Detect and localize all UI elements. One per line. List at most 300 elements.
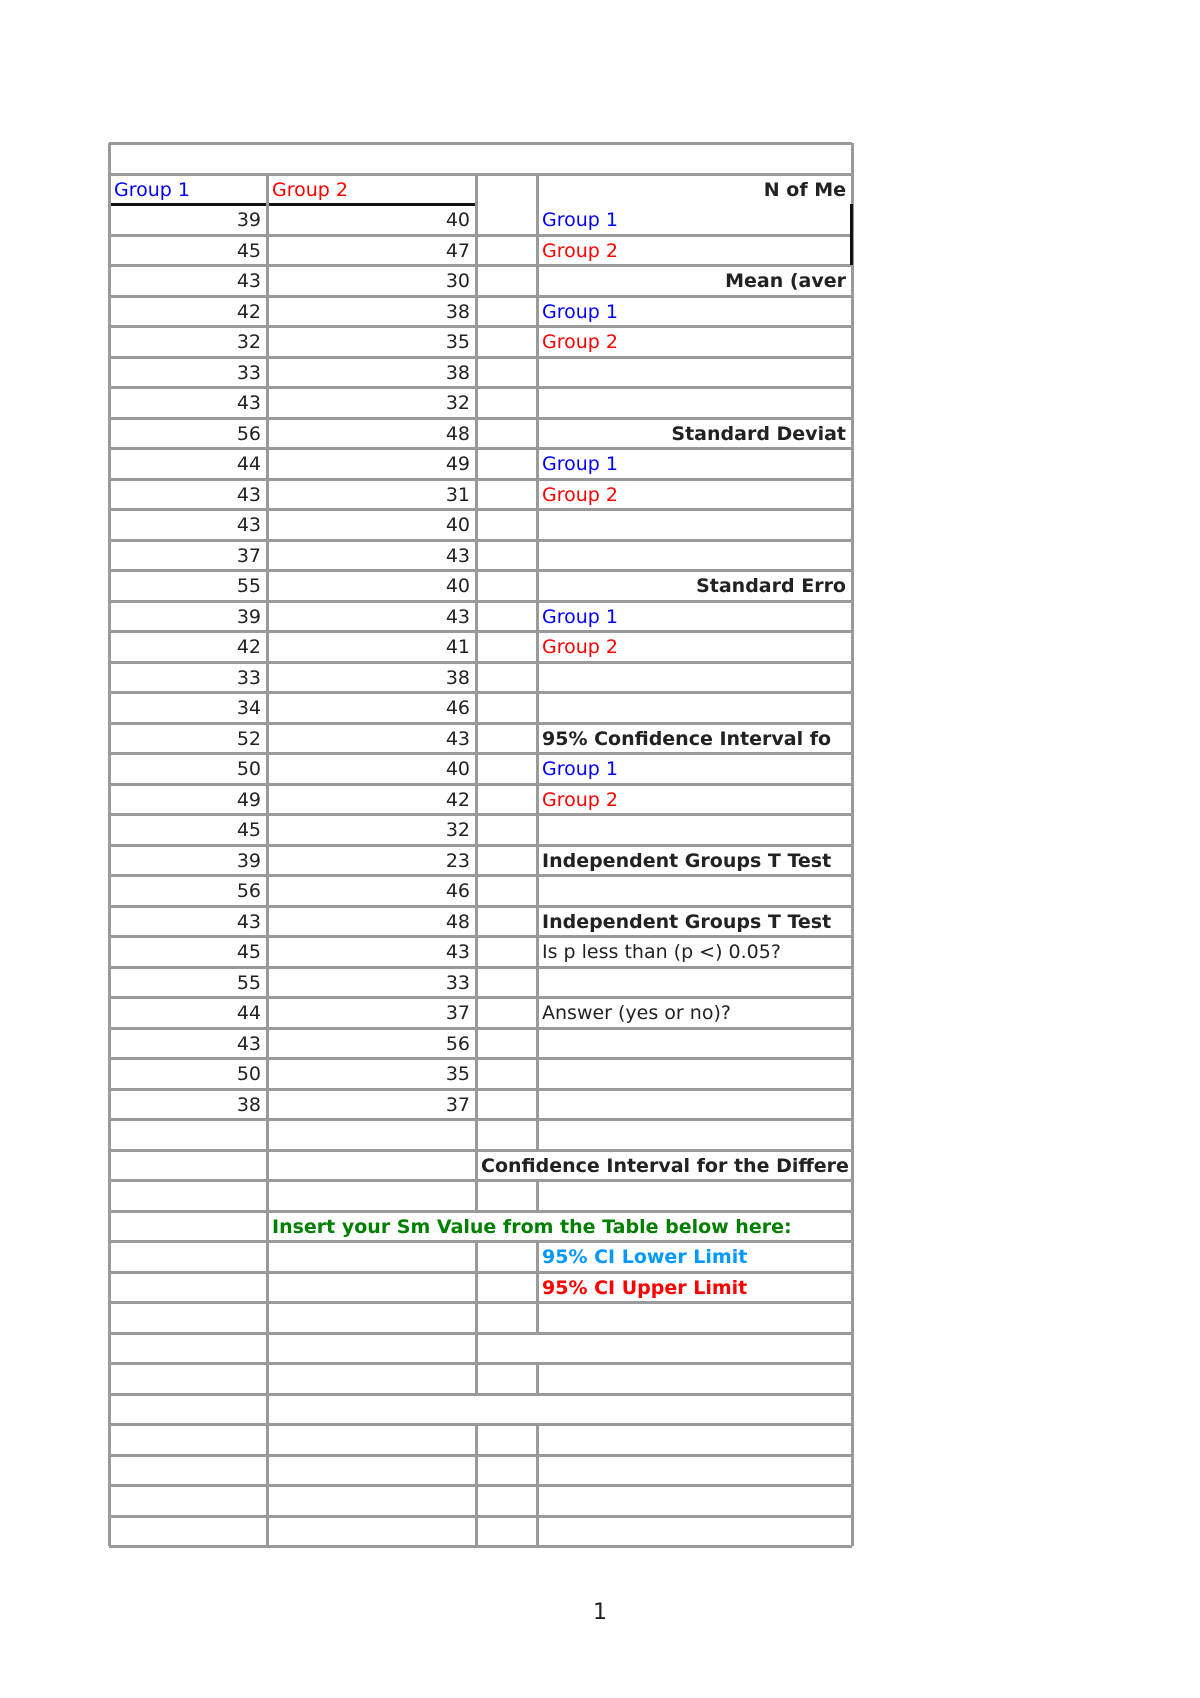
group-2-value[interactable]: 43 bbox=[445, 727, 470, 750]
grid-column-line bbox=[536, 1089, 539, 1120]
grid-column-line bbox=[851, 1241, 854, 1272]
group-2-value[interactable]: 30 bbox=[445, 270, 470, 292]
group-1-value[interactable]: 37 bbox=[236, 544, 261, 567]
grid-column-line bbox=[536, 1028, 539, 1059]
grid-column-line bbox=[851, 1180, 854, 1211]
grid-row-line bbox=[109, 1362, 852, 1365]
grid-column-line bbox=[851, 906, 854, 937]
group-1-value[interactable]: 43 bbox=[236, 483, 261, 506]
grid-column-line bbox=[851, 1272, 854, 1303]
grid-column-line bbox=[475, 570, 478, 601]
grid-column-line bbox=[108, 1485, 111, 1516]
group-1-value[interactable]: 56 bbox=[236, 880, 261, 902]
grid-column-line bbox=[536, 1241, 539, 1272]
grid-column-line bbox=[851, 662, 854, 693]
grid-column-line bbox=[266, 509, 269, 540]
grid-column-line bbox=[475, 1119, 478, 1150]
grid-column-line bbox=[108, 1302, 111, 1333]
grid-column-line bbox=[475, 204, 478, 235]
grid-column-line bbox=[851, 997, 854, 1028]
grid-column-line bbox=[475, 1180, 478, 1211]
grid-column-line bbox=[536, 540, 539, 571]
grid-column-line bbox=[536, 1516, 539, 1547]
grid-column-line bbox=[266, 1272, 269, 1303]
grid-column-line bbox=[108, 997, 111, 1028]
group-2-value[interactable]: 40 bbox=[445, 575, 470, 597]
group-1-value[interactable]: 43 bbox=[236, 1032, 261, 1055]
grid-column-line bbox=[108, 1089, 111, 1120]
group-2-value[interactable]: 33 bbox=[445, 971, 470, 994]
n-group-1-label[interactable]: Group 1 bbox=[542, 209, 618, 231]
grid-column-line bbox=[851, 1150, 854, 1181]
grid-column-line bbox=[266, 1058, 269, 1089]
group-1-value[interactable]: 56 bbox=[236, 422, 261, 445]
group-2-value[interactable]: 43 bbox=[445, 544, 470, 567]
grid-column-line bbox=[266, 1424, 269, 1455]
group-2-value[interactable]: 38 bbox=[445, 361, 470, 384]
group-2-value[interactable]: 40 bbox=[445, 758, 470, 780]
grid-column-line bbox=[266, 265, 269, 296]
grid-column-line bbox=[266, 1333, 269, 1364]
grid-column-line bbox=[851, 784, 854, 815]
grid-column-line bbox=[108, 204, 111, 235]
grid-column-line bbox=[108, 1272, 111, 1303]
grid-column-line bbox=[475, 753, 478, 784]
grid-column-line bbox=[536, 631, 539, 662]
grid-column-line bbox=[266, 1119, 269, 1150]
grid-column-line bbox=[851, 540, 854, 571]
grid-column-line bbox=[475, 1058, 478, 1089]
grid-column-line bbox=[536, 1424, 539, 1455]
grid-column-line bbox=[108, 418, 111, 449]
header-group-1[interactable]: Group 1 bbox=[114, 178, 190, 201]
group-2-value[interactable]: 47 bbox=[445, 239, 470, 262]
grid-column-line bbox=[266, 1089, 269, 1120]
group-2-value[interactable]: 48 bbox=[445, 910, 470, 933]
grid-column-line bbox=[108, 1028, 111, 1059]
grid-column-line bbox=[108, 174, 111, 205]
group-1-value[interactable]: 55 bbox=[236, 971, 261, 994]
grid-column-line bbox=[108, 1455, 111, 1486]
grid-column-line bbox=[475, 509, 478, 540]
group-2-value[interactable]: 56 bbox=[445, 1032, 470, 1055]
grid-column-line bbox=[851, 875, 854, 906]
ci-heading[interactable]: 95% Confidence Interval fo bbox=[542, 727, 832, 750]
grid-column-line bbox=[266, 326, 269, 357]
n-group-2-label[interactable]: Group 2 bbox=[542, 239, 618, 262]
grid-column-line bbox=[475, 1455, 478, 1486]
grid-column-line bbox=[108, 814, 111, 845]
ci-upper-label[interactable]: 95% CI Upper Limit bbox=[542, 1276, 748, 1299]
grid-column-line bbox=[475, 662, 478, 693]
grid-column-line bbox=[851, 1211, 854, 1242]
sd-group-1-label[interactable]: Group 1 bbox=[542, 453, 618, 475]
grid-column-line bbox=[536, 387, 539, 418]
grid-column-line bbox=[108, 509, 111, 540]
grid-column-line bbox=[266, 1241, 269, 1272]
grid-column-line bbox=[108, 1241, 111, 1272]
grid-column-line bbox=[536, 814, 539, 845]
grid-row-line bbox=[109, 142, 852, 145]
grid-column-line bbox=[108, 143, 111, 174]
grid-column-line bbox=[536, 845, 539, 876]
ci-group-1-label[interactable]: Group 1 bbox=[542, 758, 618, 780]
se-heading[interactable]: Standard Erro bbox=[696, 575, 846, 597]
mean-heading[interactable]: Mean (aver bbox=[725, 270, 846, 292]
group-1-value[interactable]: 43 bbox=[236, 514, 261, 536]
group-1-value[interactable]: 49 bbox=[236, 788, 261, 811]
grid-column-line bbox=[108, 326, 111, 357]
grid-column-line bbox=[475, 326, 478, 357]
grid-column-line bbox=[851, 1394, 854, 1425]
grid-column-line bbox=[266, 448, 269, 479]
group-1-value[interactable]: 33 bbox=[236, 361, 261, 384]
grid-column-line bbox=[851, 1302, 854, 1333]
grid-column-line bbox=[108, 1119, 111, 1150]
grid-column-line bbox=[475, 723, 478, 754]
grid-column-line bbox=[851, 418, 854, 449]
grid-column-line bbox=[266, 906, 269, 937]
group-1-value[interactable]: 50 bbox=[236, 1063, 261, 1085]
grid-column-line bbox=[108, 570, 111, 601]
grid-row-line bbox=[109, 1515, 852, 1518]
group-2-value[interactable]: 40 bbox=[445, 209, 470, 231]
grid-column-line bbox=[108, 387, 111, 418]
mean-group-1-label[interactable]: Group 1 bbox=[542, 300, 618, 323]
answer-prompt[interactable]: Answer (yes or no)? bbox=[542, 1002, 731, 1024]
grid-column-line bbox=[851, 265, 854, 296]
grid-column-line bbox=[851, 509, 854, 540]
group-1-value[interactable]: 52 bbox=[236, 727, 261, 750]
grid-column-line bbox=[475, 387, 478, 418]
grid-column-line bbox=[851, 357, 854, 388]
grid-column-line bbox=[851, 814, 854, 845]
group-1-value[interactable]: 45 bbox=[236, 819, 261, 841]
grid-column-line bbox=[475, 784, 478, 815]
grid-column-line bbox=[475, 1028, 478, 1059]
group-1-value[interactable]: 38 bbox=[236, 1093, 261, 1116]
sd-heading[interactable]: Standard Deviat bbox=[671, 422, 846, 445]
grid-column-line bbox=[536, 448, 539, 479]
grid-column-line bbox=[536, 936, 539, 967]
group-2-value[interactable]: 49 bbox=[445, 453, 470, 475]
grid-column-line bbox=[851, 845, 854, 876]
grid-column-line bbox=[851, 1058, 854, 1089]
grid-column-line bbox=[266, 1363, 269, 1394]
grid-column-line bbox=[475, 631, 478, 662]
grid-column-line bbox=[475, 845, 478, 876]
grid-column-line bbox=[851, 1516, 854, 1547]
n-of-measures-heading[interactable]: N of Me bbox=[763, 178, 846, 201]
grid-column-line bbox=[851, 1119, 854, 1150]
grid-column-line bbox=[536, 997, 539, 1028]
grid-column-line bbox=[266, 601, 269, 632]
grid-column-line bbox=[536, 1302, 539, 1333]
grid-column-line bbox=[475, 296, 478, 327]
grid-column-line bbox=[475, 1272, 478, 1303]
group-2-value[interactable]: 32 bbox=[445, 819, 470, 841]
grid-column-line bbox=[536, 296, 539, 327]
grid-column-line bbox=[108, 601, 111, 632]
group-2-value[interactable]: 31 bbox=[445, 483, 470, 506]
grid-column-line bbox=[266, 1394, 269, 1425]
grid-column-line bbox=[108, 448, 111, 479]
grid-column-line bbox=[108, 936, 111, 967]
grid-row-line bbox=[109, 1545, 852, 1548]
grid-row-line bbox=[109, 1332, 852, 1335]
p-question[interactable]: Is p less than (p <) 0.05? bbox=[542, 941, 781, 963]
group-2-value[interactable]: 46 bbox=[445, 697, 470, 719]
grid-column-line bbox=[536, 235, 539, 266]
grid-column-line bbox=[851, 479, 854, 510]
grid-column-line bbox=[266, 997, 269, 1028]
grid-column-line bbox=[536, 326, 539, 357]
grid-column-line bbox=[266, 418, 269, 449]
group-1-value[interactable]: 42 bbox=[236, 636, 261, 658]
grid-column-line bbox=[108, 1333, 111, 1364]
grid-column-line bbox=[108, 692, 111, 723]
grid-column-line bbox=[851, 1485, 854, 1516]
grid-column-line bbox=[108, 1516, 111, 1547]
grid-row-line bbox=[109, 1484, 852, 1487]
grid-column-line bbox=[851, 967, 854, 998]
grid-column-line bbox=[536, 662, 539, 693]
grid-column-line bbox=[266, 723, 269, 754]
grid-column-line bbox=[108, 753, 111, 784]
grid-column-line bbox=[851, 936, 854, 967]
grid-column-line bbox=[266, 845, 269, 876]
grid-column-line bbox=[108, 1394, 111, 1425]
grid-column-line bbox=[266, 479, 269, 510]
grid-column-line bbox=[475, 418, 478, 449]
sd-group-2-label[interactable]: Group 2 bbox=[542, 483, 618, 506]
group-1-value[interactable]: 43 bbox=[236, 392, 261, 414]
grid-column-line bbox=[851, 1333, 854, 1364]
grid-column-line bbox=[266, 1150, 269, 1181]
grid-column-line bbox=[475, 1485, 478, 1516]
group-2-value[interactable]: 38 bbox=[445, 666, 470, 689]
grid-column-line bbox=[108, 1363, 111, 1394]
grid-column-line bbox=[108, 875, 111, 906]
group-2-value[interactable]: 41 bbox=[445, 636, 470, 658]
grid-column-line bbox=[266, 1302, 269, 1333]
grid-column-line bbox=[266, 1180, 269, 1211]
grid-column-line bbox=[851, 1455, 854, 1486]
grid-column-line bbox=[108, 784, 111, 815]
grid-column-line bbox=[108, 1424, 111, 1455]
grid-column-line bbox=[108, 540, 111, 571]
group-1-value[interactable]: 39 bbox=[236, 209, 261, 231]
group-1-value[interactable]: 45 bbox=[236, 941, 261, 963]
grid-column-line bbox=[108, 967, 111, 998]
grid-column-line bbox=[475, 1150, 478, 1181]
group-2-value[interactable]: 37 bbox=[445, 1002, 470, 1024]
grid-column-line bbox=[851, 1028, 854, 1059]
grid-column-line bbox=[266, 1455, 269, 1486]
grid-column-line bbox=[266, 1211, 269, 1242]
header-group-2[interactable]: Group 2 bbox=[272, 178, 348, 201]
grid-column-line bbox=[851, 387, 854, 418]
grid-column-line bbox=[475, 936, 478, 967]
grid-column-line bbox=[851, 631, 854, 662]
grid-column-line bbox=[108, 1211, 111, 1242]
group-2-value[interactable]: 48 bbox=[445, 422, 470, 445]
ci-group-2-label[interactable]: Group 2 bbox=[542, 788, 618, 811]
grid-column-line bbox=[108, 1150, 111, 1181]
group-1-value[interactable]: 32 bbox=[236, 331, 261, 353]
group-2-value[interactable]: 46 bbox=[445, 880, 470, 902]
grid-column-line bbox=[536, 1180, 539, 1211]
grid-column-line bbox=[266, 1516, 269, 1547]
grid-column-line bbox=[475, 997, 478, 1028]
grid-column-line bbox=[475, 235, 478, 266]
grid-column-line bbox=[475, 540, 478, 571]
grid-column-line bbox=[108, 479, 111, 510]
grid-column-line bbox=[536, 1058, 539, 1089]
group-2-value[interactable]: 38 bbox=[445, 300, 470, 323]
group-2-value[interactable]: 42 bbox=[445, 788, 470, 811]
group-1-value[interactable]: 42 bbox=[236, 300, 261, 323]
group-2-value[interactable]: 32 bbox=[445, 392, 470, 414]
group-1-value[interactable]: 44 bbox=[236, 1002, 261, 1024]
group-1-value[interactable]: 43 bbox=[236, 910, 261, 933]
spreadsheet-grid bbox=[109, 143, 852, 1548]
group-1-value[interactable]: 55 bbox=[236, 575, 261, 597]
grid-column-line bbox=[266, 1485, 269, 1516]
grid-column-line bbox=[266, 784, 269, 815]
grid-column-line bbox=[266, 631, 269, 662]
cell-border bbox=[850, 235, 853, 266]
grid-column-line bbox=[851, 326, 854, 357]
grid-column-line bbox=[851, 143, 854, 174]
grid-column-line bbox=[475, 1363, 478, 1394]
group-2-value[interactable]: 37 bbox=[445, 1093, 470, 1116]
grid-column-line bbox=[266, 814, 269, 845]
group-1-value[interactable]: 34 bbox=[236, 697, 261, 719]
grid-column-line bbox=[536, 1455, 539, 1486]
grid-column-line bbox=[536, 357, 539, 388]
grid-column-line bbox=[108, 906, 111, 937]
group-2-value[interactable]: 35 bbox=[445, 331, 470, 353]
grid-column-line bbox=[536, 265, 539, 296]
grid-column-line bbox=[475, 1241, 478, 1272]
grid-column-line bbox=[475, 875, 478, 906]
mean-group-2-label[interactable]: Group 2 bbox=[542, 331, 618, 353]
grid-column-line bbox=[536, 1272, 539, 1303]
cell-border bbox=[850, 204, 853, 235]
grid-column-line bbox=[108, 845, 111, 876]
grid-column-line bbox=[266, 967, 269, 998]
grid-column-line bbox=[108, 265, 111, 296]
grid-column-line bbox=[536, 967, 539, 998]
grid-column-line bbox=[536, 174, 539, 205]
group-2-value[interactable]: 43 bbox=[445, 941, 470, 963]
grid-column-line bbox=[475, 265, 478, 296]
grid-column-line bbox=[266, 357, 269, 388]
grid-row-line bbox=[109, 1454, 852, 1457]
grid-column-line bbox=[536, 418, 539, 449]
grid-column-line bbox=[536, 570, 539, 601]
grid-column-line bbox=[475, 1516, 478, 1547]
grid-column-line bbox=[266, 1028, 269, 1059]
grid-column-line bbox=[266, 936, 269, 967]
grid-row-line bbox=[109, 1423, 852, 1426]
group-1-value[interactable]: 45 bbox=[236, 239, 261, 262]
grid-column-line bbox=[536, 723, 539, 754]
grid-column-line bbox=[851, 296, 854, 327]
se-group-1-label[interactable]: Group 1 bbox=[542, 605, 618, 628]
grid-column-line bbox=[266, 204, 269, 235]
insert-sm-instruction[interactable]: Insert your Sm Value from the Table below here: bbox=[272, 1215, 792, 1238]
grid-column-line bbox=[851, 174, 854, 205]
group-2-value[interactable]: 35 bbox=[445, 1063, 470, 1085]
grid-column-line bbox=[536, 1363, 539, 1394]
t-test-heading[interactable]: Independent Groups T Test bbox=[542, 849, 832, 872]
group-1-value[interactable]: 33 bbox=[236, 666, 261, 689]
grid-column-line bbox=[536, 509, 539, 540]
grid-column-line bbox=[475, 692, 478, 723]
grid-column-line bbox=[851, 448, 854, 479]
grid-column-line bbox=[475, 174, 478, 205]
grid-column-line bbox=[475, 601, 478, 632]
grid-column-line bbox=[475, 1089, 478, 1120]
grid-column-line bbox=[475, 357, 478, 388]
group-2-value[interactable]: 43 bbox=[445, 605, 470, 628]
group-1-value[interactable]: 39 bbox=[236, 605, 261, 628]
grid-column-line bbox=[266, 875, 269, 906]
grid-column-line bbox=[475, 814, 478, 845]
grid-column-line bbox=[475, 479, 478, 510]
group-1-value[interactable]: 50 bbox=[236, 758, 261, 780]
grid-column-line bbox=[475, 967, 478, 998]
t-test-heading-2[interactable]: Independent Groups T Test bbox=[542, 910, 832, 933]
grid-column-line bbox=[851, 570, 854, 601]
grid-column-line bbox=[475, 448, 478, 479]
ci-difference-heading[interactable]: Confidence Interval for the Differe bbox=[481, 1154, 849, 1177]
ci-lower-label[interactable]: 95% CI Lower Limit bbox=[542, 1246, 748, 1268]
grid-column-line bbox=[851, 1363, 854, 1394]
grid-column-line bbox=[266, 662, 269, 693]
page-number: 1 bbox=[593, 1600, 607, 1625]
grid-column-line bbox=[851, 692, 854, 723]
group-1-value[interactable]: 43 bbox=[236, 270, 261, 292]
se-group-2-label[interactable]: Group 2 bbox=[542, 636, 618, 658]
group-2-value[interactable]: 23 bbox=[445, 849, 470, 872]
grid-column-line bbox=[475, 1333, 478, 1364]
grid-column-line bbox=[108, 723, 111, 754]
group-1-value[interactable]: 39 bbox=[236, 849, 261, 872]
grid-column-line bbox=[851, 723, 854, 754]
grid-column-line bbox=[108, 1180, 111, 1211]
grid-column-line bbox=[536, 692, 539, 723]
grid-column-line bbox=[266, 540, 269, 571]
grid-column-line bbox=[266, 235, 269, 266]
grid-column-line bbox=[536, 479, 539, 510]
grid-column-line bbox=[851, 601, 854, 632]
grid-column-line bbox=[475, 1424, 478, 1455]
grid-column-line bbox=[536, 1119, 539, 1150]
grid-column-line bbox=[266, 570, 269, 601]
group-2-value[interactable]: 40 bbox=[445, 514, 470, 536]
grid-column-line bbox=[108, 296, 111, 327]
grid-column-line bbox=[536, 906, 539, 937]
grid-column-line bbox=[108, 662, 111, 693]
grid-column-line bbox=[536, 784, 539, 815]
group-1-value[interactable]: 44 bbox=[236, 453, 261, 475]
grid-column-line bbox=[536, 1485, 539, 1516]
grid-column-line bbox=[851, 1424, 854, 1455]
grid-column-line bbox=[536, 875, 539, 906]
